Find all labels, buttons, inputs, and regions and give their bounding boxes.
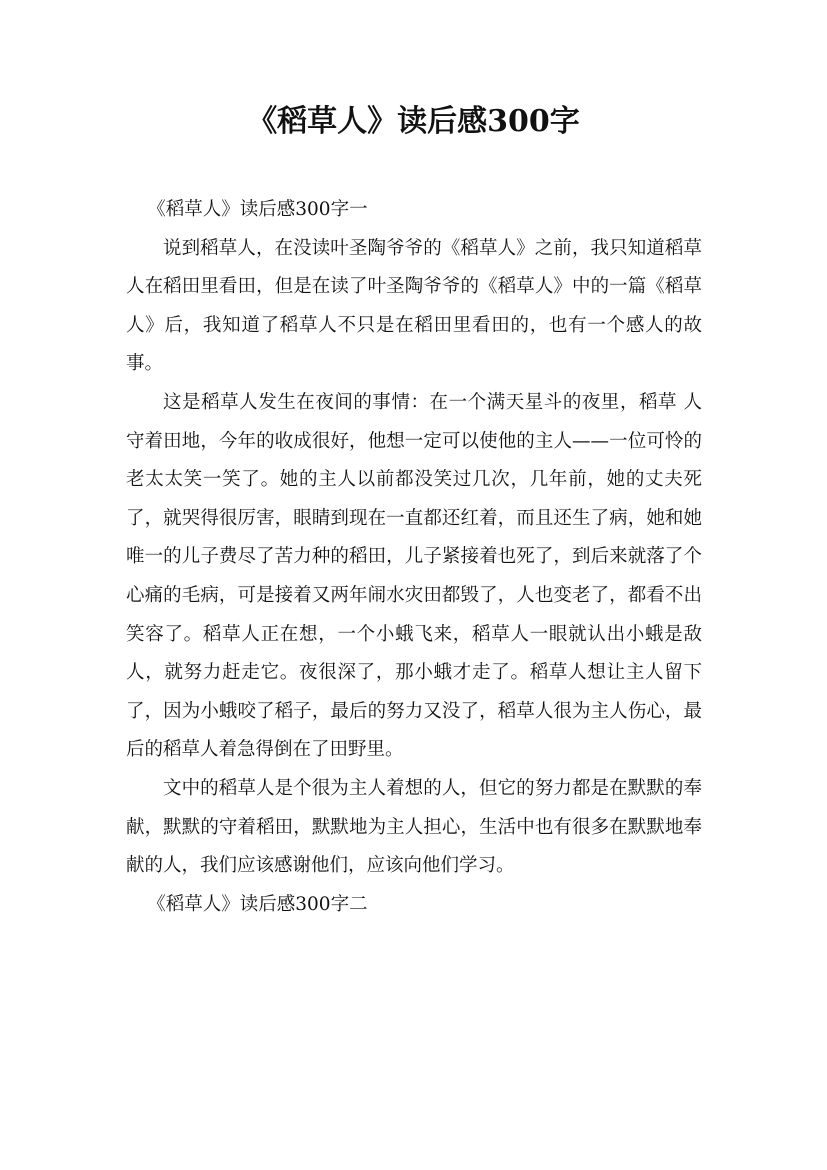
- paragraph-reflection: 文中的稻草人是个很为主人着想的人，但它的努力都是在默默的奉献，默默的守着稻田，默默地为主人担心，生活中也有很多在默默地奉献的人，我们应该感谢他们，应该向他们学习。: [126, 777, 702, 877]
- paragraph-intro: 说到稻草人，在没读叶圣陶爷爷的《稻草人》之前，我只知道稻草人在稻田里看田，但是在读了叶圣陶爷爷的《稻草人》中的一篇《稻草人》后，我知道了稻草人不只是在稻田里看田的，也有一个感人的故事。: [126, 237, 702, 375]
- document-body: [126, 191, 702, 924]
- section-heading-1: 《稻草人》读后感300字一: [147, 199, 368, 220]
- section-heading-2: 《稻草人》读后感300字二: [147, 893, 368, 915]
- document-title: 《稻草人》读后感300字: [247, 104, 580, 139]
- paragraph-story: 这是稻草人发生在夜间的事情：在一个满天星斗的夜里，稻草 人守着田地，今年的收成很好，他想一定可以使他的主人——一位可怜的老太太笑一笑了。她的主人以前都没笑过几次，几年前，她的丈夫死了，就哭得很厉害，眼睛到现在一直都还红着，而且还生了病，她和她唯一的儿子费尽了苦力种的稻田，儿子紧接着也死了，到后来就落了个心痛的毛病，可是接着又两年闹水灾田都毁了，人也变老了，都看不出笑容了。稻草人正在想，一个小蛾飞来，稻草人一眼就认出小蛾是敌人，就努力赶走它。夜很深了，那小蛾才走了。稻草人想让主人留下了，因为小蛾咬了稻子，最后的努力又没了，稻草人很为主人伤心，最后的稻草人着急得倒在了田野里。: [126, 391, 702, 761]
